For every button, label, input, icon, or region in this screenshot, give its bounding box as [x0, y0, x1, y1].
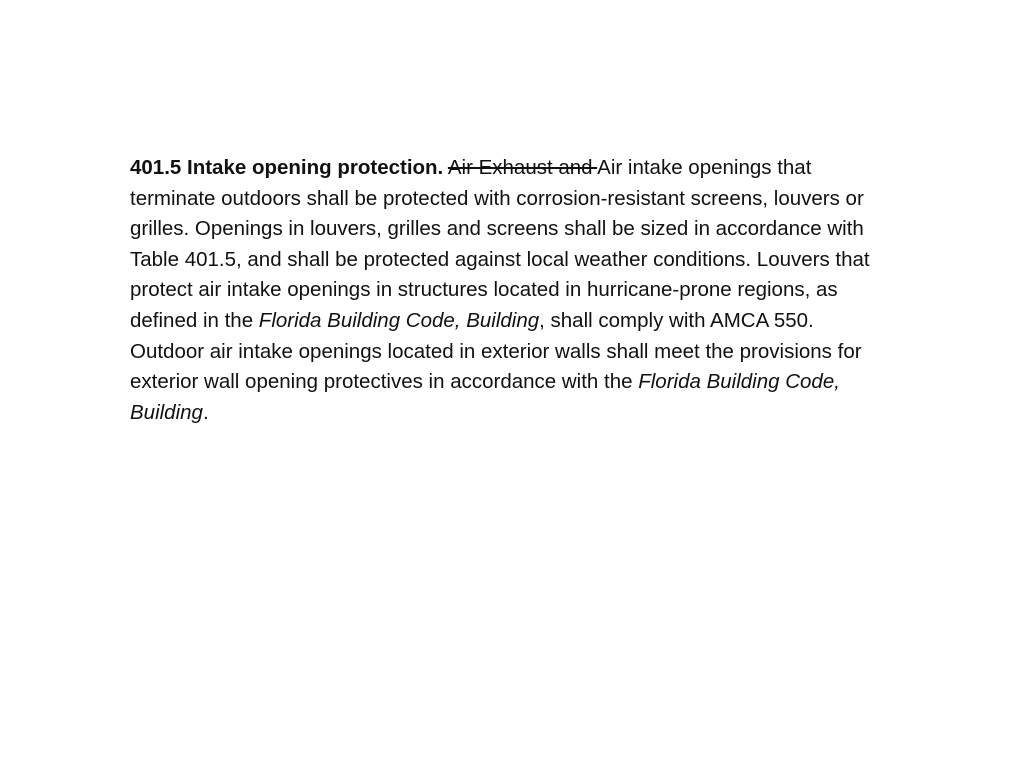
deleted-text: Air Exhaust and	[447, 156, 598, 179]
section-body-part-3: .	[202, 400, 209, 424]
section-body-part-2: , shall comply with AMCA 550. Outdoor air intake openings located in exterior walls shall meet the provisions for exterior wall opening protectives in accordance with the	[130, 308, 862, 394]
code-reference-2: Florida Building Code, Building	[130, 370, 840, 424]
code-reference-1: Florida Building Code, Building	[258, 308, 540, 332]
code-section-text	[130, 153, 875, 428]
section-body-part-1: Air intake openings that terminate outdoors shall be protected with corrosion-resistant screens, louvers or grilles. Openings in louvers, grilles and screens shall be sized in accordance with Table 401.5, and shall be protected against local weather conditions. Louvers that protect air intake openings in structures located in hurricane-prone regions, as defined in the	[130, 156, 870, 332]
code-section-paragraph	[130, 153, 875, 428]
section-heading: 401.5 Intake opening protection.	[130, 156, 444, 179]
